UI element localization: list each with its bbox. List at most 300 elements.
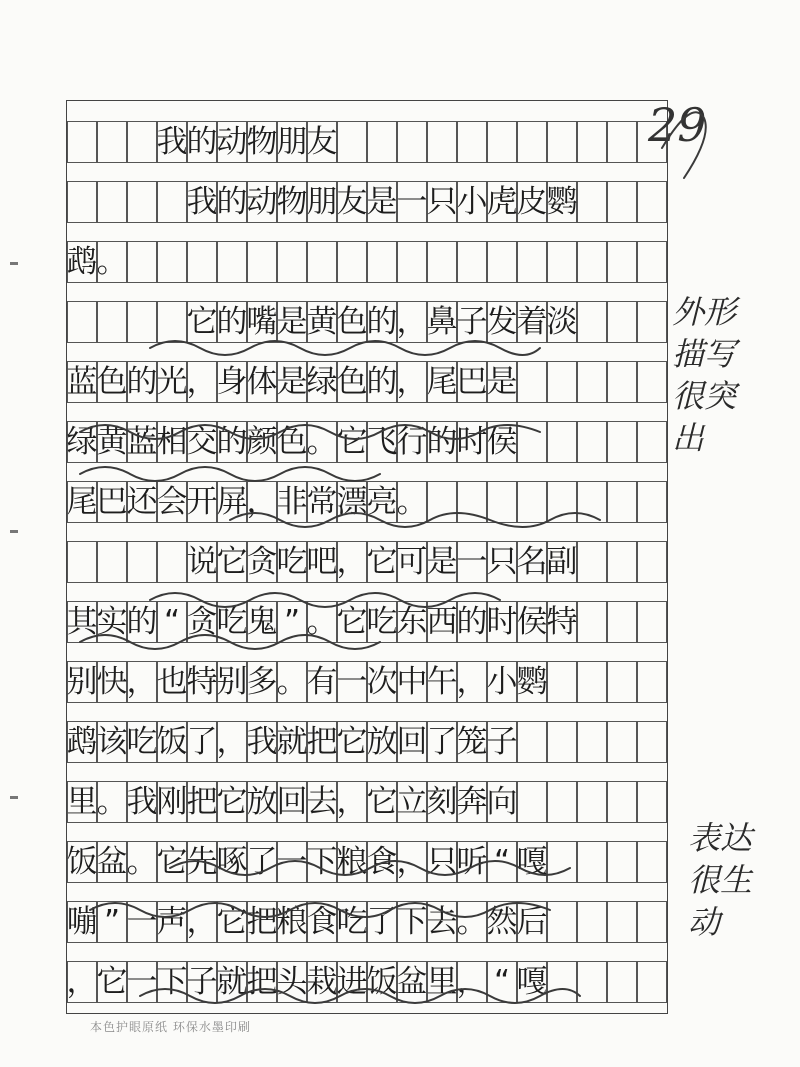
grid-cell: 尾 <box>67 481 97 523</box>
grid-cell <box>547 421 577 463</box>
grid-cell <box>457 241 487 283</box>
grid-cell: 是 <box>277 361 307 403</box>
grid-cell: 把 <box>247 961 277 1003</box>
comment-line: 很突 <box>672 377 737 415</box>
grid-cell <box>157 301 187 343</box>
grid-cell <box>577 241 607 283</box>
grid-row <box>67 421 667 463</box>
grid-cell: 先 <box>187 841 217 883</box>
grid-cell: “ <box>487 841 517 883</box>
grid-cell: ” <box>277 601 307 643</box>
grid-cell: 一 <box>127 901 157 943</box>
grid-cell: 里 <box>427 961 457 1003</box>
grid-cell <box>637 721 667 763</box>
grid-cell: 巴 <box>97 481 127 523</box>
grid-cell: 就 <box>277 721 307 763</box>
grid-cell <box>547 121 577 163</box>
comment-line: 表达 <box>688 819 753 857</box>
grid-cell <box>577 721 607 763</box>
grid-cell: 的 <box>367 301 397 343</box>
grid-cell: 我 <box>247 721 277 763</box>
grid-cell <box>427 481 457 523</box>
grid-cell <box>637 541 667 583</box>
grid-cell <box>607 421 637 463</box>
grid-cell <box>577 421 607 463</box>
grid-cell: 。 <box>277 661 307 703</box>
grid-cell <box>487 241 517 283</box>
grid-cell: 一 <box>277 841 307 883</box>
grid-cell: 交 <box>187 421 217 463</box>
grid-cell <box>607 181 637 223</box>
grid-cell: 下 <box>307 841 337 883</box>
grid-cell: 吃 <box>367 601 397 643</box>
grid-cell <box>367 241 397 283</box>
grid-cell: ， <box>457 661 487 703</box>
grid-cell: 它 <box>367 781 397 823</box>
grid-cell <box>307 241 337 283</box>
grid-cell: 物 <box>277 181 307 223</box>
grid-cell <box>547 721 577 763</box>
grid-row <box>67 601 667 643</box>
grid-cell <box>517 481 547 523</box>
grid-cell <box>427 121 457 163</box>
grid-cell: 饭 <box>67 841 97 883</box>
grid-cell: 一 <box>457 541 487 583</box>
grid-cell <box>277 241 307 283</box>
grid-cell <box>157 241 187 283</box>
grid-cell: 粮 <box>337 841 367 883</box>
grid-cell <box>517 361 547 403</box>
grid-cell: ， <box>457 961 487 1003</box>
grid-cell: 鼻 <box>427 301 457 343</box>
grid-cell: 快 <box>97 661 127 703</box>
grid-cell <box>157 541 187 583</box>
grid-cell <box>577 361 607 403</box>
grid-cell: 亮 <box>367 481 397 523</box>
grid-cell <box>577 961 607 1003</box>
grid-cell <box>607 901 637 943</box>
grid-cell <box>127 181 157 223</box>
grid-cell: ， <box>247 481 277 523</box>
grid-cell <box>637 481 667 523</box>
grid-cell: 鹦 <box>547 181 577 223</box>
grid-cell <box>97 301 127 343</box>
grid-cell <box>457 121 487 163</box>
grid-cell: 一 <box>397 181 427 223</box>
grid-cell: 副 <box>547 541 577 583</box>
grid-cell: 啄 <box>217 841 247 883</box>
comment-line: 很生 <box>688 861 753 899</box>
grid-cell <box>637 781 667 823</box>
grid-cell <box>337 121 367 163</box>
grid-cell <box>637 421 667 463</box>
grid-cell: 的 <box>127 601 157 643</box>
grid-cell: 它 <box>187 301 217 343</box>
grid-cell: 进 <box>337 961 367 1003</box>
grid-cell: 去 <box>427 901 457 943</box>
grid-cell <box>487 121 517 163</box>
grid-cell: 的 <box>427 421 457 463</box>
grid-cell: ， <box>127 661 157 703</box>
grid-cell: 饭 <box>157 721 187 763</box>
grid-cell <box>67 301 97 343</box>
grid-cell: 说 <box>187 541 217 583</box>
grid-row <box>67 121 667 163</box>
grid-cell: 时 <box>457 421 487 463</box>
grid-cell: 一 <box>127 961 157 1003</box>
grid-cell <box>547 961 577 1003</box>
grid-cell: 鹉 <box>67 721 97 763</box>
grid-row <box>67 961 667 1003</box>
grid-cell: 虎 <box>487 181 517 223</box>
grid-cell: 绿 <box>67 421 97 463</box>
paper-footer: 本色护眼原纸 环保水墨印刷 <box>90 1020 251 1034</box>
grid-cell <box>427 241 457 283</box>
grid-cell <box>637 361 667 403</box>
grid-cell <box>547 241 577 283</box>
grid-cell: 东 <box>397 601 427 643</box>
grid-cell: 是 <box>427 541 457 583</box>
grid-cell <box>637 841 667 883</box>
grid-cell <box>607 841 637 883</box>
grid-cell <box>637 661 667 703</box>
grid-cell <box>637 181 667 223</box>
comment-line: 出 <box>672 419 705 457</box>
grid-cell: 。 <box>127 841 157 883</box>
grid-cell <box>577 181 607 223</box>
grid-cell: 淡 <box>547 301 577 343</box>
grid-cell: 了 <box>247 841 277 883</box>
grid-cell: 下 <box>397 901 427 943</box>
grid-cell: 我 <box>187 181 217 223</box>
composition-grid <box>66 100 668 1014</box>
grid-cell: 只 <box>427 841 457 883</box>
grid-cell <box>127 241 157 283</box>
comment-line: 动 <box>688 903 721 941</box>
grid-cell: 漂 <box>337 481 367 523</box>
grid-cell: 食 <box>367 841 397 883</box>
grid-cell: 放 <box>367 721 397 763</box>
grid-cell: 中 <box>397 661 427 703</box>
grid-cell <box>517 121 547 163</box>
grid-cell: “ <box>487 961 517 1003</box>
grid-cell: 小 <box>457 181 487 223</box>
grid-cell: 午 <box>427 661 457 703</box>
grid-cell <box>517 781 547 823</box>
grid-cell <box>577 481 607 523</box>
grid-row <box>67 361 667 403</box>
grid-cell <box>577 661 607 703</box>
grid-cell <box>607 241 637 283</box>
grid-cell: 把 <box>247 901 277 943</box>
grid-cell: 回 <box>397 721 427 763</box>
grid-row <box>67 901 667 943</box>
grid-cell: 相 <box>157 421 187 463</box>
grid-cell <box>637 601 667 643</box>
grid-cell: 去 <box>307 781 337 823</box>
grid-cell: 它 <box>337 601 367 643</box>
grid-cell: 它 <box>367 541 397 583</box>
grid-cell: 贪 <box>187 601 217 643</box>
grid-cell: 的 <box>457 601 487 643</box>
grid-cell: 动 <box>217 121 247 163</box>
grid-cell: 是 <box>487 361 517 403</box>
grid-cell: 它 <box>337 721 367 763</box>
grid-cell: 鬼 <box>247 601 277 643</box>
grid-cell <box>637 241 667 283</box>
grid-cell <box>367 121 397 163</box>
grid-cell: 动 <box>247 181 277 223</box>
grid-cell: 飞 <box>367 421 397 463</box>
grid-row <box>67 181 667 223</box>
grid-cell: 了 <box>187 721 217 763</box>
grid-cell <box>577 301 607 343</box>
grid-cell: 的 <box>217 421 247 463</box>
grid-cell: 它 <box>217 541 247 583</box>
grid-cell: 刻 <box>427 781 457 823</box>
grid-cell: 把 <box>187 781 217 823</box>
grid-cell: 开 <box>187 481 217 523</box>
grid-cell: 吃 <box>337 901 367 943</box>
grid-cell <box>607 481 637 523</box>
grid-cell: 吧 <box>307 541 337 583</box>
grid-cell <box>607 301 637 343</box>
grid-cell: 只 <box>487 541 517 583</box>
grid-row <box>67 481 667 523</box>
grid-cell: 里 <box>67 781 97 823</box>
grid-cell <box>607 661 637 703</box>
grid-cell: 也 <box>157 661 187 703</box>
grid-cell <box>577 841 607 883</box>
grid-cell: 了 <box>427 721 457 763</box>
grid-cell: ， <box>397 301 427 343</box>
grid-cell: 巴 <box>457 361 487 403</box>
grid-cell <box>127 541 157 583</box>
grid-cell: 它 <box>217 901 247 943</box>
grid-cell: 立 <box>397 781 427 823</box>
grid-cell: ， <box>67 961 97 1003</box>
grid-cell: ” <box>97 901 127 943</box>
grid-cell: 的 <box>217 181 247 223</box>
grid-cell <box>67 121 97 163</box>
grid-cell: 。 <box>397 481 427 523</box>
grid-cell: 侯 <box>517 601 547 643</box>
grid-cell: 它 <box>337 421 367 463</box>
grid-cell: 颜 <box>247 421 277 463</box>
grid-cell: 嘎 <box>517 841 547 883</box>
grid-cell: 食 <box>307 901 337 943</box>
binding-mark <box>10 262 18 265</box>
teacher-comment-narration <box>688 819 788 948</box>
grid-cell: 时 <box>487 601 517 643</box>
grid-cell: ， <box>337 541 367 583</box>
grid-cell: ， <box>187 901 217 943</box>
grid-cell: 光 <box>157 361 187 403</box>
grid-cell: 把 <box>307 721 337 763</box>
grid-cell: 非 <box>277 481 307 523</box>
comment-line: 描写 <box>672 335 737 373</box>
grid-cell <box>637 961 667 1003</box>
binding-mark <box>10 530 18 533</box>
grid-cell: 可 <box>397 541 427 583</box>
grid-cell: 发 <box>487 301 517 343</box>
grid-cell <box>547 901 577 943</box>
grid-row <box>67 541 667 583</box>
grid-cell: 吃 <box>217 601 247 643</box>
grid-cell: 的 <box>127 361 157 403</box>
grid-cell: 色 <box>277 421 307 463</box>
grid-cell: 。 <box>307 601 337 643</box>
grid-cell: 贪 <box>247 541 277 583</box>
grid-cell: 鹉 <box>67 241 97 283</box>
grid-cell: 色 <box>97 361 127 403</box>
grid-cell <box>247 241 277 283</box>
grid-cell: 。 <box>457 901 487 943</box>
grid-cell: 听 <box>457 841 487 883</box>
grid-cell: 蓝 <box>127 421 157 463</box>
grid-cell: 子 <box>487 721 517 763</box>
grid-cell <box>517 421 547 463</box>
grid-row <box>67 241 667 283</box>
grid-cell: 它 <box>217 781 247 823</box>
grid-cell: 身 <box>217 361 247 403</box>
grid-cell: 皮 <box>517 181 547 223</box>
grid-cell: 朋 <box>277 121 307 163</box>
grid-cell: 还 <box>127 481 157 523</box>
grid-cell: 盆 <box>97 841 127 883</box>
grid-cell: 。 <box>97 781 127 823</box>
teacher-comment-appearance <box>672 293 772 464</box>
grid-row <box>67 781 667 823</box>
grid-cell <box>517 241 547 283</box>
grid-cell: 头 <box>277 961 307 1003</box>
comment-line: 外形 <box>672 293 737 331</box>
grid-cell: 我 <box>157 121 187 163</box>
grid-cell: 别 <box>67 661 97 703</box>
grid-cell: 了 <box>367 901 397 943</box>
grid-cell: 有 <box>307 661 337 703</box>
grid-cell: 别 <box>217 661 247 703</box>
grid-cell: 行 <box>397 421 427 463</box>
grid-cell: 的 <box>217 301 247 343</box>
grid-cell: 向 <box>487 781 517 823</box>
grid-cell: 它 <box>97 961 127 1003</box>
grid-cell: 回 <box>277 781 307 823</box>
grid-cell: 色 <box>337 301 367 343</box>
grid-cell <box>577 601 607 643</box>
grid-cell <box>547 841 577 883</box>
grid-cell <box>547 781 577 823</box>
grid-cell: 然 <box>487 901 517 943</box>
grid-cell <box>547 661 577 703</box>
grid-cell: 嘎 <box>517 961 547 1003</box>
grid-cell <box>397 241 427 283</box>
grid-cell <box>607 721 637 763</box>
grid-row <box>67 661 667 703</box>
grid-cell <box>607 781 637 823</box>
grid-cell: 黄 <box>307 301 337 343</box>
grid-cell: 嘣 <box>67 901 97 943</box>
grid-cell: 的 <box>367 361 397 403</box>
grid-cell: 尾 <box>427 361 457 403</box>
grid-cell <box>607 361 637 403</box>
grid-cell: 子 <box>187 961 217 1003</box>
grid-cell: 绿 <box>307 361 337 403</box>
grid-cell: 该 <box>97 721 127 763</box>
grid-cell: ， <box>397 841 427 883</box>
grid-cell: 。 <box>307 421 337 463</box>
grid-cell: 色 <box>337 361 367 403</box>
binding-mark <box>10 796 18 799</box>
grid-cell: ， <box>337 781 367 823</box>
grid-cell <box>577 541 607 583</box>
grid-cell: 鹦 <box>517 661 547 703</box>
grid-cell <box>67 541 97 583</box>
grid-cell <box>577 781 607 823</box>
grid-cell: 吃 <box>277 541 307 583</box>
grid-cell: “ <box>157 601 187 643</box>
grid-cell: 栽 <box>307 961 337 1003</box>
grid-row <box>67 721 667 763</box>
grid-cell: 它 <box>157 841 187 883</box>
teacher-score: 29 <box>648 98 707 152</box>
grid-cell: 嘴 <box>247 301 277 343</box>
grid-cell: 刚 <box>157 781 187 823</box>
grid-cell: 后 <box>517 901 547 943</box>
grid-cell: 一 <box>337 661 367 703</box>
grid-cell <box>127 301 157 343</box>
grid-cell <box>607 541 637 583</box>
grid-cell: 其 <box>67 601 97 643</box>
grid-cell <box>637 901 667 943</box>
grid-cell: 着 <box>517 301 547 343</box>
grid-cell: 声 <box>157 901 187 943</box>
grid-cell <box>607 601 637 643</box>
grid-cell <box>607 121 637 163</box>
grid-cell: 奔 <box>457 781 487 823</box>
grid-row <box>67 301 667 343</box>
grid-cell: 会 <box>157 481 187 523</box>
grid-cell: 名 <box>517 541 547 583</box>
grid-cell: 笼 <box>457 721 487 763</box>
grid-cell <box>517 721 547 763</box>
grid-cell <box>157 181 187 223</box>
grid-cell: 小 <box>487 661 517 703</box>
grid-cell: 屏 <box>217 481 247 523</box>
grid-cell: 我 <box>127 781 157 823</box>
grid-cell <box>97 121 127 163</box>
grid-cell: 盆 <box>397 961 427 1003</box>
grid-cell: ， <box>217 721 247 763</box>
grid-cell: 侯 <box>487 421 517 463</box>
grid-cell <box>97 181 127 223</box>
grid-cell: 常 <box>307 481 337 523</box>
grid-cell: ， <box>187 361 217 403</box>
grid-cell: 放 <box>247 781 277 823</box>
grid-cell: 朋 <box>307 181 337 223</box>
grid-cell: 。 <box>97 241 127 283</box>
grid-cell: 是 <box>277 301 307 343</box>
grid-cell <box>637 301 667 343</box>
grid-cell: 友 <box>337 181 367 223</box>
grid-cell: ， <box>397 361 427 403</box>
grid-cell: 实 <box>97 601 127 643</box>
grid-cell <box>487 481 517 523</box>
grid-cell <box>577 121 607 163</box>
grid-cell <box>547 481 577 523</box>
grid-cell: 次 <box>367 661 397 703</box>
grid-cell: 友 <box>307 121 337 163</box>
